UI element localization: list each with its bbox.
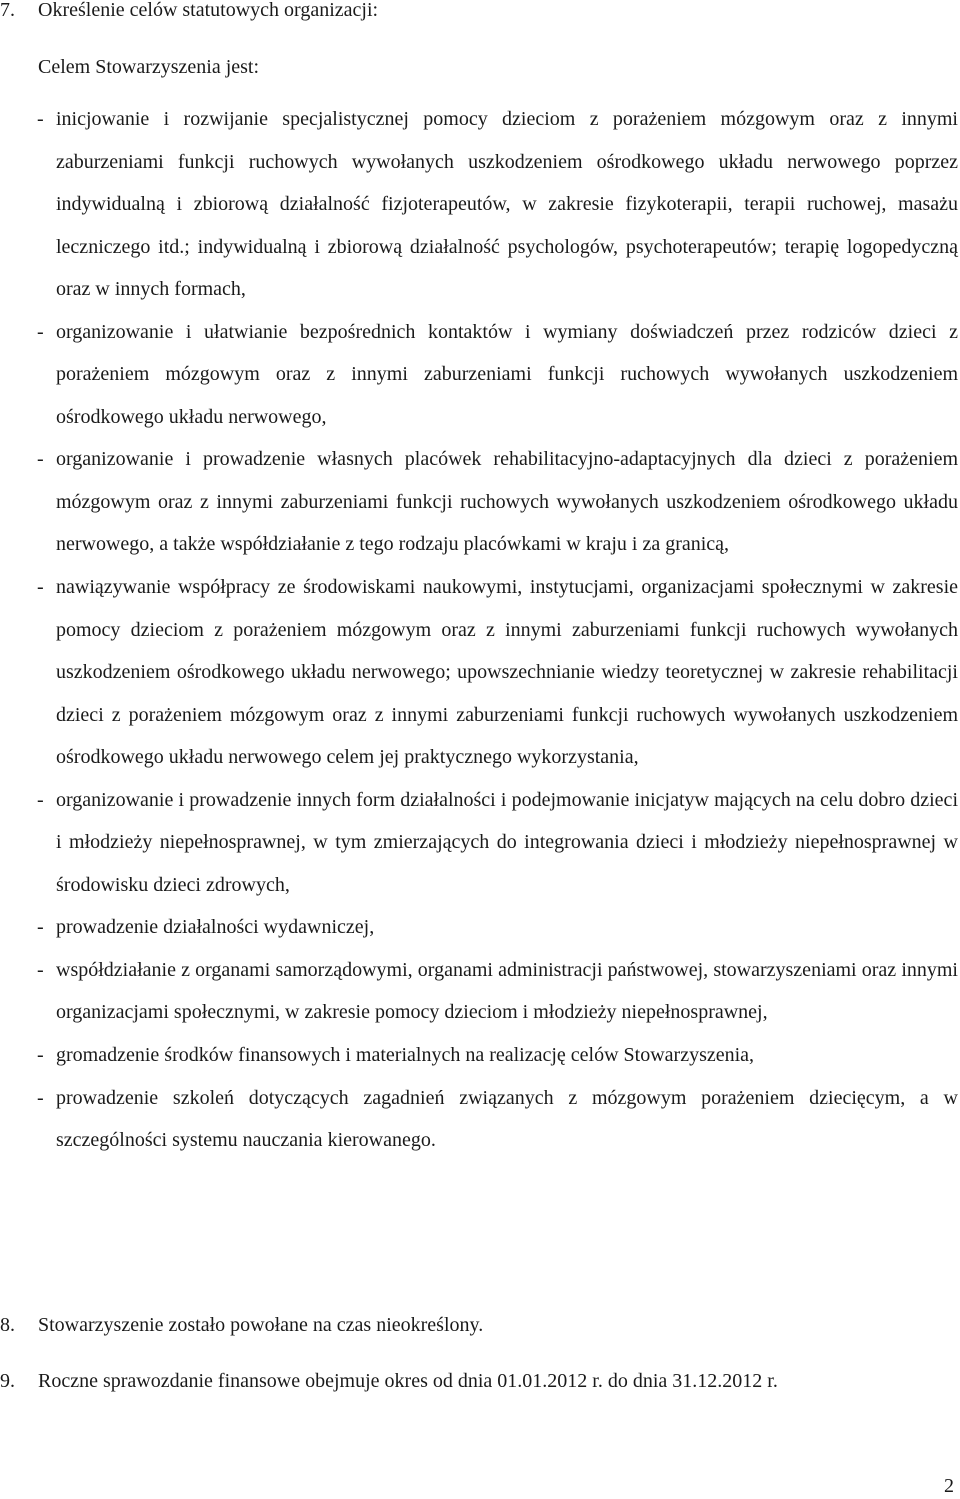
section-7-intro: Celem Stowarzyszenia jest: bbox=[38, 56, 260, 78]
list-item-text: organizowanie i prowadzenie własnych placówek rehabilitacyjno-adaptacyjnych dla dzieci z porażeniem mózgowym oraz z innymi zaburzeniami funkcji ruchowych wywołanych uszkodzeniem ośrodkowego układu nerwowego, a także współdziałanie z tego rodzaju placówkami w kraju i za granicą, bbox=[56, 448, 958, 556]
list-item-text: organizowanie i ułatwianie bezpośrednich kontaktów i wymiany doświadczeń przez rodziców dzieci z porażeniem mózgowym oraz z innymi zaburzeniami funkcji ruchowych wywołanych uszkodzeniem ośrodkowego układu nerwowego, bbox=[56, 320, 958, 428]
list-item bbox=[0, 311, 958, 439]
list-dash: - bbox=[37, 788, 44, 811]
list-item-text: prowadzenie szkoleń dotyczących zagadnień związanych z mózgowym porażeniem dziecięcym, a w szczególności systemu nauczania kierowanego. bbox=[56, 1086, 958, 1152]
goals-list bbox=[0, 98, 960, 1162]
section-8-text: Stowarzyszenie zostało powołane na czas nieokreślony. bbox=[38, 1314, 484, 1336]
list-dash: - bbox=[37, 958, 44, 981]
section-9-text: Roczne sprawozdanie finansowe obejmuje okres od dnia 01.01.2012 r. do dnia 31.12.2012 r. bbox=[38, 1370, 778, 1392]
list-item bbox=[0, 438, 958, 566]
list-dash: - bbox=[37, 108, 44, 130]
list-item bbox=[0, 906, 958, 949]
list-item-text: inicjowanie i rozwijanie specjalistycznej pomocy dzieciom z porażeniem mózgowym oraz z innymi zaburzeniami funkcji ruchowych wywołanych uszkodzeniem ośrodkowego układu nerwowego poprzez indywidualną i zbiorową działalność fizjoterapeutów, w zakresie fizykoterapii, terapii ruchowej, masażu leczniczego itd.; indywidualną i zbiorową działalność psychologów, psychoterapeutów; terapię logopedyczną oraz w innych formach, bbox=[56, 108, 958, 301]
list-item bbox=[0, 98, 958, 311]
list-dash: - bbox=[37, 916, 44, 939]
page-number: 2 bbox=[944, 1475, 954, 1497]
list-item bbox=[0, 1077, 958, 1162]
list-dash: - bbox=[37, 1086, 44, 1109]
list-dash: - bbox=[37, 320, 44, 343]
list-item bbox=[0, 1034, 958, 1077]
section-7-title: Określenie celów statutowych organizacji: bbox=[38, 0, 379, 21]
section-7-number: 7. bbox=[0, 0, 15, 21]
list-item-text: prowadzenie działalności wydawniczej, bbox=[56, 916, 375, 939]
list-item bbox=[0, 566, 958, 779]
list-item-text: nawiązywanie współpracy ze środowiskami naukowymi, instytucjami, organizacjami społecznymi w zakresie pomocy dzieciom z porażeniem mózgowym oraz z innymi zaburzeniami funkcji ruchowych wywołanych uszkodzeniem ośrodkowego układu nerwowego; upowszechnianie wiedzy teoretycznej w zakresie rehabilitacji dzieci z porażeniem mózgowym oraz z innymi zaburzeniami funkcji ruchowych wywołanych uszkodzeniem ośrodkowego układu nerwowego celem jej praktycznego wykorzystania, bbox=[56, 576, 958, 769]
list-item bbox=[0, 779, 958, 907]
section-8-number: 8. bbox=[0, 1314, 15, 1336]
list-dash: - bbox=[37, 448, 44, 471]
list-item-text: współdziałanie z organami samorządowymi, organami administracji państwowej, stowarzyszeniami oraz innymi organizacjami społecznymi, w zakresie pomocy dzieciom i młodzieży niepełnosprawnej, bbox=[56, 958, 958, 1024]
list-item-text: gromadzenie środków finansowych i materialnych na realizację celów Stowarzyszenia, bbox=[56, 1044, 755, 1067]
list-dash: - bbox=[37, 1044, 44, 1067]
list-dash: - bbox=[37, 576, 44, 599]
list-item bbox=[0, 949, 958, 1034]
list-item-text: organizowanie i prowadzenie innych form działalności i podejmowanie inicjatyw mających na celu dobro dzieci i młodzieży niepełnosprawnej, w tym zmierzających do integrowania dzieci i młodzieży niepełnosprawnej w środowisku dzieci zdrowych, bbox=[56, 788, 958, 896]
section-9-number: 9. bbox=[0, 1370, 15, 1392]
